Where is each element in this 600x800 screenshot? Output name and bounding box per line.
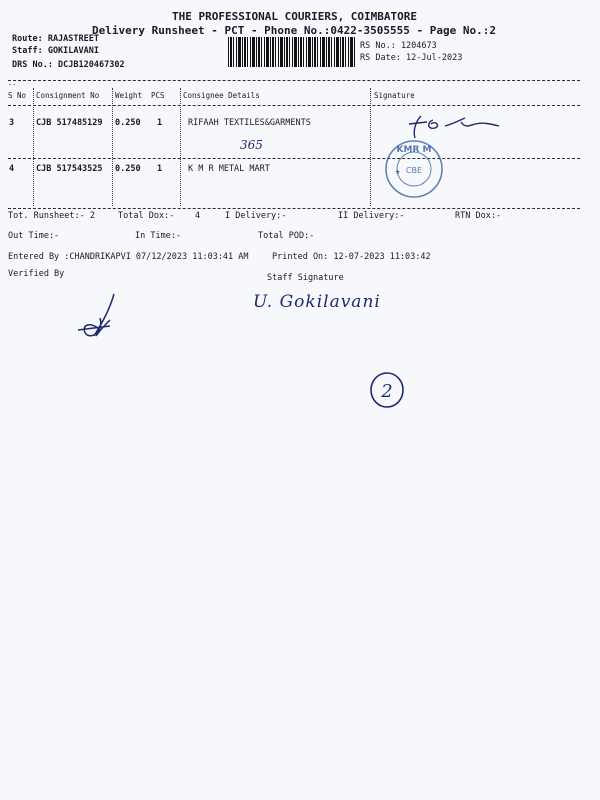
- ii-delivery: II Delivery:-: [338, 211, 405, 221]
- stamp-text: CBE: [405, 166, 423, 175]
- in-time: In Time:-: [135, 231, 182, 241]
- entered-by: Entered By :CHANDRIKAPVI 07/12/2023 11:03:41 AM: [8, 252, 249, 262]
- staff-signature-label: Staff Signature: [267, 273, 344, 283]
- row-weight: 0.250: [115, 164, 141, 174]
- total-pod: Total POD:-: [258, 231, 315, 241]
- row-sno: 4: [9, 164, 15, 174]
- column-header-consignment: Consignment No: [36, 91, 100, 100]
- stamp-text: KMR M: [396, 145, 432, 155]
- column-header-sno: S No: [8, 91, 27, 100]
- column-header-pcs: PCS: [151, 91, 165, 100]
- divider: [8, 158, 580, 159]
- staff: Staff: GOKILAVANI: [12, 46, 99, 56]
- row-consignee: RIFAAH TEXTILES&GARMENTS: [188, 118, 311, 128]
- total-dox-label: Total Dox:-: [118, 211, 175, 221]
- circled-number-text: 2: [381, 381, 393, 402]
- total-runsheet: Tot. Runsheet:- 2: [8, 211, 95, 221]
- verified-by: Verified By: [8, 269, 65, 279]
- divider: [8, 80, 580, 81]
- column-separator: [33, 88, 34, 206]
- row-pcs: 1: [157, 118, 163, 128]
- rs-number: RS No.: 1204673: [360, 41, 437, 51]
- drs-number: DRS No.: DCJB120467302: [12, 60, 125, 70]
- company-stamp: [383, 138, 445, 200]
- out-time: Out Time:-: [8, 231, 60, 241]
- row-consignee: K M R METAL MART: [188, 164, 270, 174]
- star-icon: ★: [395, 167, 401, 177]
- row-sno: 3: [9, 118, 15, 128]
- divider: [8, 105, 580, 106]
- total-dox-value: 4: [195, 211, 201, 221]
- column-header-signature: Signature: [374, 91, 415, 100]
- company-name: THE PROFESSIONAL COURIERS, COIMBATORE: [172, 10, 418, 23]
- divider: [8, 208, 580, 209]
- route: Route: RAJASTREET: [12, 34, 99, 44]
- rtn-dox: RTN Dox:-: [455, 211, 502, 221]
- staff-signature: U. Gokilavani: [253, 292, 381, 312]
- row-consignment: CJB 517485129: [36, 118, 103, 128]
- row-consignment: CJB 517543525: [36, 164, 103, 174]
- column-separator: [112, 88, 113, 206]
- column-separator: [370, 88, 371, 206]
- handwritten-note: 365: [240, 138, 263, 152]
- row-pcs: 1: [157, 164, 163, 174]
- printed-on: Printed On: 12-07-2023 11:03:42: [272, 252, 431, 262]
- divider-dash: --: [8, 81, 17, 89]
- row-weight: 0.250: [115, 118, 141, 128]
- column-separator: [180, 88, 181, 206]
- column-header-weight: Weight: [115, 91, 143, 100]
- i-delivery: I Delivery:-: [225, 211, 287, 221]
- runsheet-subtitle: Delivery Runsheet - PCT - Phone No.:0422-3505555 - Page No.:2: [92, 24, 496, 37]
- rs-date: RS Date: 12-Jul-2023: [360, 53, 463, 63]
- circled-number: [368, 370, 408, 410]
- verifier-signature: [70, 290, 130, 345]
- barcode: [228, 37, 356, 67]
- column-header-consignee: Consignee Details: [183, 91, 260, 100]
